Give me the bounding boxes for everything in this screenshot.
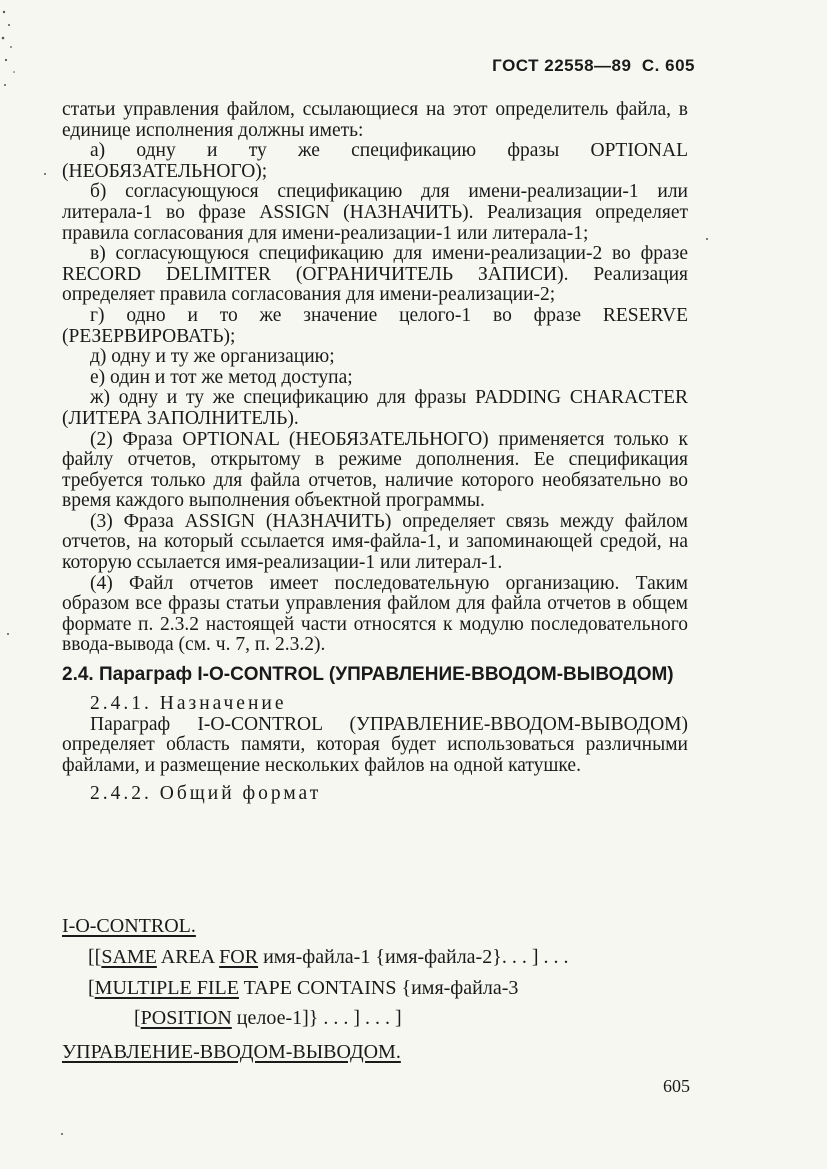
list-item-e: е) один и тот же метод доступа; xyxy=(90,366,353,388)
keyword-for: FOR xyxy=(219,946,259,968)
keyword-position: POSITION xyxy=(140,1007,232,1029)
format-line-5 xyxy=(62,1041,401,1064)
text-paragraph: статьи управления файлом, ссылающиеся на этот определитель файла, в единице исполнения должны иметь: xyxy=(62,99,688,141)
bracket: [ xyxy=(134,1007,141,1029)
format-args-2: TAPE CONTAINS {имя-файла-3 xyxy=(238,977,519,999)
bracket: [[ xyxy=(88,946,102,968)
list-item-v: в) согласующуюся спецификацию для имени-реализации-2 во фразе RECORD DELIMITER (ОГРАНИЧИТЕЛЬ ЗАПИСИ). Реализация определяет правила согласования для имени-реализации-2; xyxy=(62,243,688,306)
rule-paragraph-2: (2) Фраза OPTIONAL (НЕОБЯЗАТЕЛЬНОГО) применяется только к файлу отчетов, открытому в режиме дополнения. Ее спецификация требуется только для файла отчетов, наличие которого необязательно во время каждого выполнения объектной программы. xyxy=(62,428,688,512)
section-heading xyxy=(62,664,688,686)
format-args-3: целое-1]} . . . ] . . . ] xyxy=(231,1007,402,1029)
list-item-b: б) согласующуюся спецификацию для имени-реализации-1 или литерала-1 во фразе ASSIGN (НАЗНАЧИТЬ). Реализация определяет правила согласования для имени-реализации-1 или литерала-1; xyxy=(62,181,688,244)
purpose-paragraph: Параграф I-O-CONTROL (УПРАВЛЕНИЕ-ВВОДОМ-ВЫВОДОМ) определяет область памяти, которая будет использоваться различными файлами, и размещение нескольких файлов на одной катушке. xyxy=(62,713,688,776)
rule-paragraph-3: (3) Фраза ASSIGN (НАЗНАЧИТЬ) определяет связь между файлом отчетов, на который ссылается имя-файла-1, и запоминающей средой, на которую ссылается имя-реализации-1 или литерал-1. xyxy=(62,510,688,574)
page-number: 605 xyxy=(663,1076,690,1096)
header-page-ref: С. 605 xyxy=(641,56,695,75)
bracket: [ xyxy=(88,977,95,999)
keyword-same: SAME xyxy=(101,946,157,968)
format-args-1: имя-файла-1 {имя-файла-2}. . . ] . . . xyxy=(258,946,569,968)
section-heading-text: 2.4. Параграф I-O-CONTROL (УПРАВЛЕНИЕ-ВВОДОМ-ВЫВОДОМ) xyxy=(62,664,674,686)
format-line-2 xyxy=(88,946,568,969)
list-item-g: г) одно и то же значение целого-1 во фразе RESERVE (РЕЗЕРВИРОВАТЬ); xyxy=(62,304,688,347)
subsection-title-purpose: 2.4.1. Назначение xyxy=(90,693,287,715)
page-header xyxy=(492,56,695,76)
keyword-multiple-file: MULTIPLE FILE xyxy=(94,977,239,999)
document-body xyxy=(62,100,688,805)
rule-paragraph-4: (4) Файл отчетов имеет последовательную организацию. Таким образом все фразы статьи управления файлом для файла отчетов в общем формате п. 2.3.2 настоящей части относятся к модулю последовательного ввода-вывода (см. ч. 7, п. 2.3.2). xyxy=(62,572,688,656)
standard-number: ГОСТ 22558—89 xyxy=(492,56,632,75)
keyword-io-control-ru: УПРАВЛЕНИЕ-ВВОДОМ-ВЫВОДОМ. xyxy=(62,1041,401,1063)
keyword-area: AREA xyxy=(156,946,220,968)
keyword-io-control: I-O-CONTROL. xyxy=(62,915,196,937)
format-line-4 xyxy=(134,1007,402,1030)
subsection-title-format: 2.4.2. Общий формат xyxy=(90,783,322,805)
format-line-1 xyxy=(62,915,196,938)
list-item-a: а) одну и ту же спецификацию фразы OPTIONAL (НЕОБЯЗАТЕЛЬНОГО); xyxy=(62,140,688,182)
format-line-3 xyxy=(88,977,518,1000)
list-item-zh: ж) одну и ту же спецификацию для фразы PADDING CHARACTER (ЛИТЕРА ЗАПОЛНИТЕЛЬ). xyxy=(62,387,688,429)
list-item-d: д) одну и ту же организацию; xyxy=(90,346,335,368)
